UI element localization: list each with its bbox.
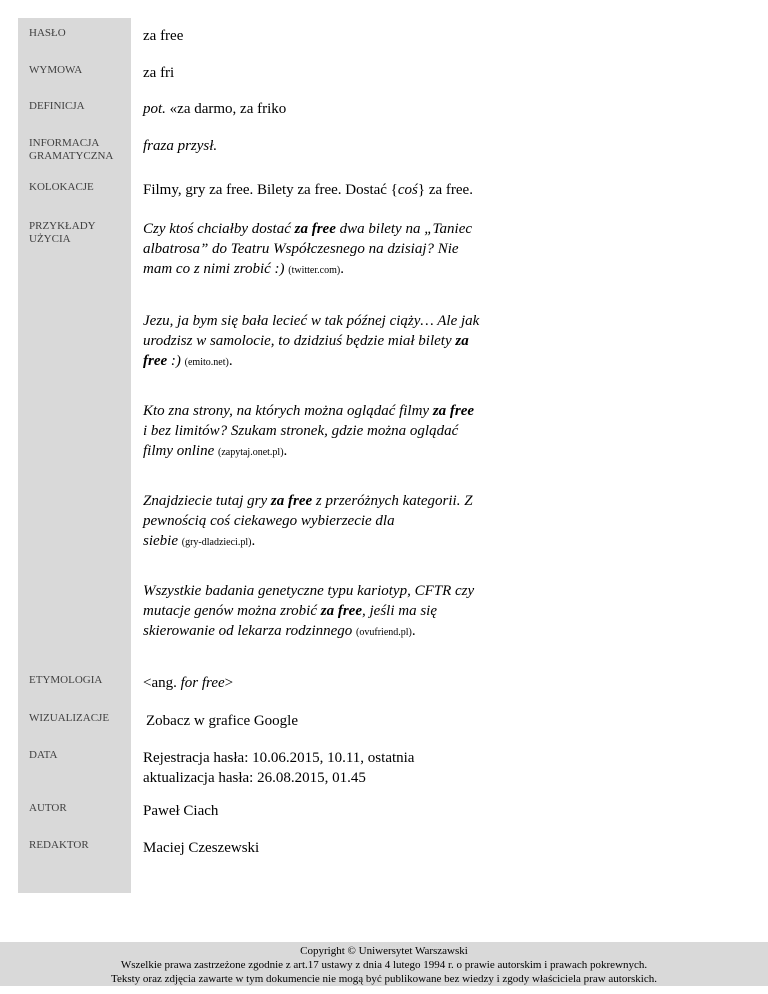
headword-highlight: za free <box>294 221 336 237</box>
value-data <box>143 748 503 788</box>
example-source: (emito.net) <box>184 357 229 368</box>
definition-qualifier: pot. <box>143 101 166 117</box>
example-2: Jezu, ja bym się bała lecieć w tak późnej ciąży… Ale jak urodzisz w samolocie, to dzidziuś będzie miał bilety za free :) (emito.net). <box>143 313 480 369</box>
label-line: UŻYCIA <box>29 233 71 245</box>
label-haslo: HASŁO <box>29 27 66 39</box>
example-1: Czy ktoś chciałby dostać za free dwa bilety na „Taniec albatrosa” do Teatru Współczesnego na dzisiaj? Nie mam co z nimi zrobić :) (twitter.com). <box>143 221 473 277</box>
value-haslo: za free <box>143 28 184 44</box>
label-data: DATA <box>29 749 58 761</box>
usage-line: Teksty oraz zdjęcia zawarte w tym dokumencie nie mogą być publikowane bez wiedzy i zgody właściciela praw autorskich. <box>111 973 657 985</box>
label-autor: AUTOR <box>29 802 67 814</box>
rights-line: Wszelkie prawa zastrzeżone zgodnie z art.17 ustawy z dnia 4 lutego 1994 r. o prawie autorskim i prawach pokrewnych. <box>120 959 648 971</box>
example-source: (ovufriend.pl) <box>356 627 412 638</box>
headword-highlight: za free <box>320 603 363 619</box>
label-etymologia: ETYMOLOGIA <box>29 674 103 686</box>
label-wymowa: WYMOWA <box>29 64 83 76</box>
example-5: Wszystkie badania genetyczne typu kariotyp, CFTR czy mutacje genów można zrobić za free, jeśli ma się skierowanie od lekarza rodzinnego (ovufriend.pl). <box>143 583 475 639</box>
value-redaktor: Maciej Czeszewski <box>143 840 260 856</box>
date-line: aktualizacja hasła: 26.08.2015, 01.45 <box>143 770 366 786</box>
collocation-placeholder: coś <box>397 182 418 198</box>
collocation-text: Filmy, gry za free. Bilety za free. Dostać { <box>143 182 398 198</box>
value-etymologia: <ang. for free> <box>143 675 234 691</box>
google-images-link[interactable]: Zobacz w grafice Google <box>146 713 299 729</box>
value-wymowa: za fri <box>143 65 175 81</box>
headword-highlight: za free <box>432 403 475 419</box>
value-kolokacje <box>143 180 503 200</box>
label-redaktor: REDAKTOR <box>29 839 89 851</box>
label-kolokacje: KOLOKACJE <box>29 181 94 193</box>
example-source: (zapytaj.onet.pl) <box>218 447 284 458</box>
label-line: INFORMACJA <box>29 137 100 149</box>
example-4: Znajdziecie tutaj gry za free z przeróżnych kategorii. Z pewnością coś ciekawego wybierzecie dla siebie (gry-dladzieci.pl). <box>143 493 473 549</box>
value-autor: Paweł Ciach <box>143 803 219 819</box>
example-source: (gry-dladzieci.pl) <box>181 537 252 548</box>
headword-highlight: free <box>143 353 168 369</box>
value-informacja: fraza przysł. <box>143 138 218 154</box>
definition-text: «za darmo, za friko <box>165 101 287 117</box>
label-line: PRZYKŁADY <box>29 220 96 232</box>
example-source: (twitter.com) <box>288 265 341 276</box>
etymology-phrase: for free <box>180 675 225 691</box>
copyright-line: Copyright © Uniwersytet Warszawski <box>300 945 468 957</box>
value-definicja <box>143 99 493 119</box>
label-line: GRAMATYCZNA <box>29 150 114 162</box>
headword-highlight: za <box>455 333 469 349</box>
date-line: Rejestracja hasła: 10.06.2015, 10.11, ostatnia <box>143 750 415 766</box>
label-informacja <box>29 137 129 163</box>
headword-highlight: za free <box>270 493 313 509</box>
label-definicja: DEFINICJA <box>29 100 85 112</box>
copyright-footer <box>0 942 768 986</box>
collocation-text: } za free. <box>417 182 473 198</box>
label-wizualizacje: WIZUALIZACJE <box>29 712 110 724</box>
label-przyklady <box>29 220 129 246</box>
example-3: Kto zna strony, na których można oglądać filmy za free i bez limitów? Szukam stronek, gdzie można oglądać filmy online (zapytaj.onet.pl). <box>143 403 475 459</box>
